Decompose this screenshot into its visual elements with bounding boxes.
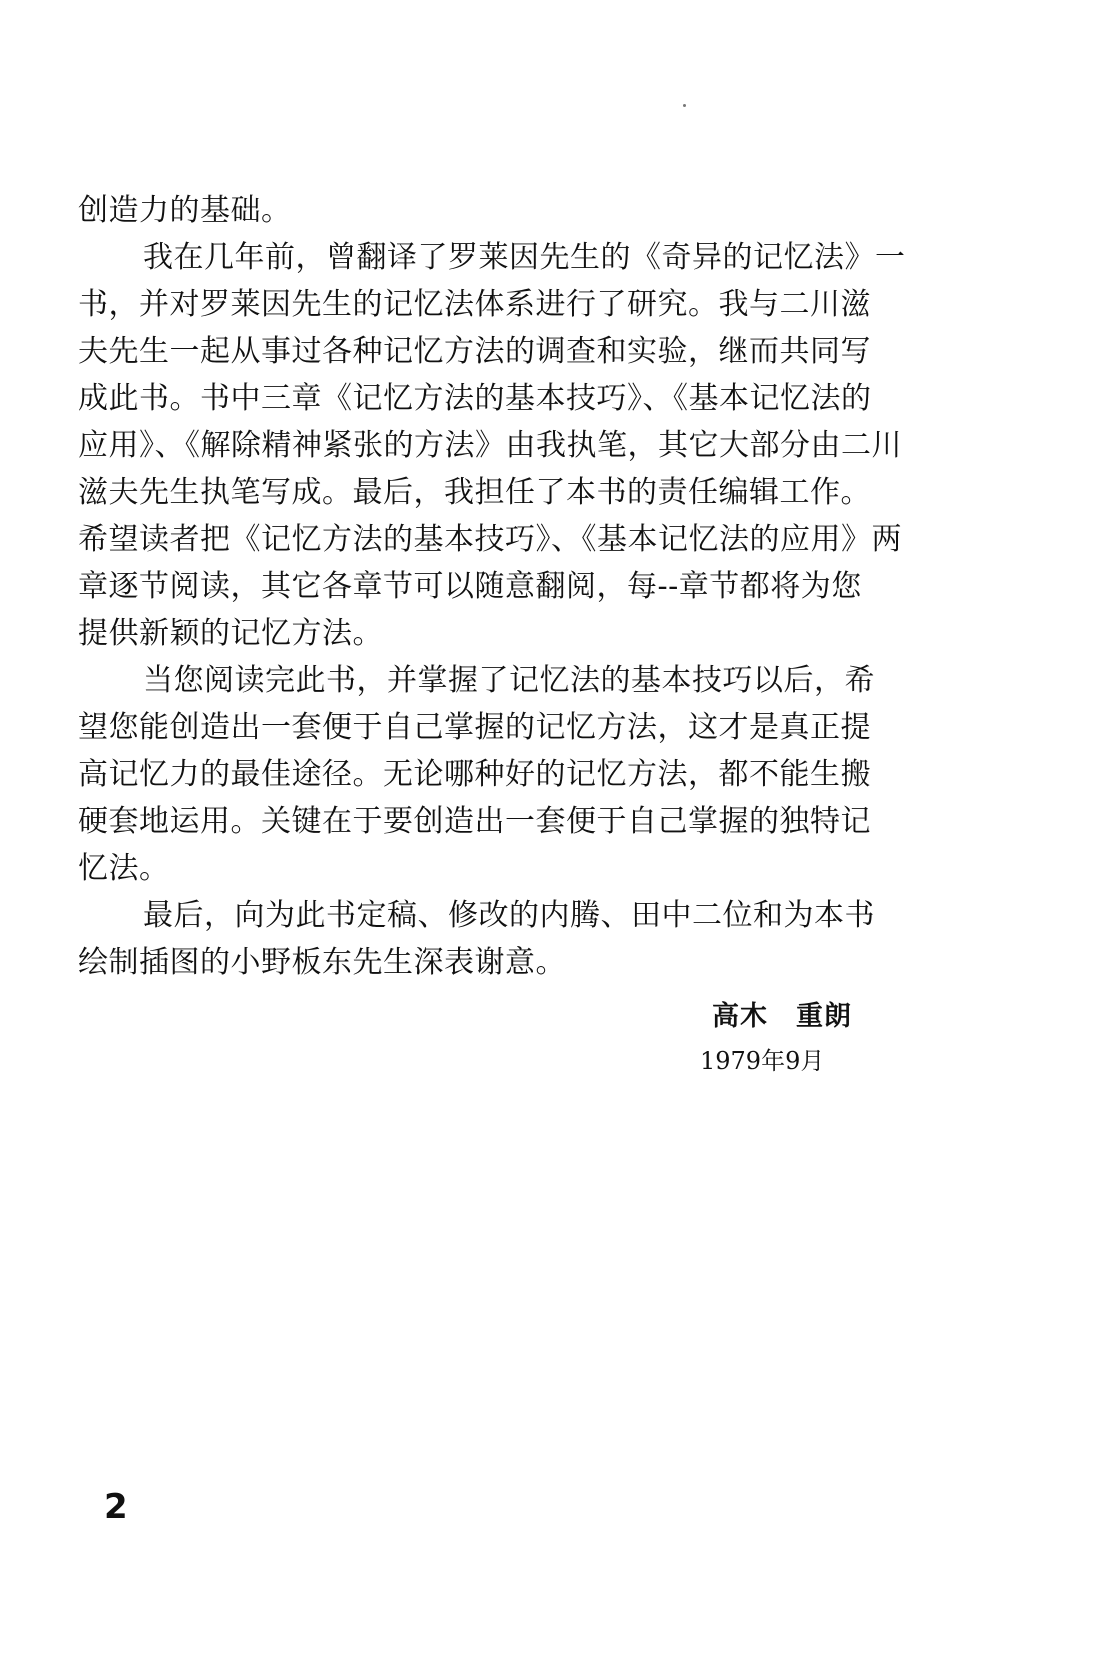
scan-speck — [683, 104, 686, 107]
body-line-2: 我在几年前，曾翻译了罗莱因先生的《奇异的记忆法》一 — [143, 240, 906, 275]
author-signature: 高木 重朗 — [712, 1001, 852, 1032]
page-number: 2 — [104, 1487, 128, 1527]
body-line-13: 高记忆力的最佳途径。无论哪种好的记忆方法，都不能生搬 — [78, 757, 871, 792]
body-line-12: 望您能创造出一套便于自己掌握的记忆方法，这才是真正提 — [78, 710, 871, 745]
body-line-4: 夫先生一起从事过各种记忆方法的调查和实验，继而共同写 — [78, 334, 871, 369]
body-line-10: 提供新颖的记忆方法。 — [78, 616, 383, 651]
body-line-17: 绘制插图的小野板东先生深表谢意。 — [78, 945, 566, 980]
body-line-1: 创造力的基础。 — [78, 193, 292, 228]
body-line-16: 最后，向为此书定稿、修改的内腾、田中二位和为本书 — [143, 898, 875, 933]
body-line-5: 成此书。书中三章《记忆方法的基本技巧》、《基本记忆法的 — [78, 381, 872, 416]
body-line-14: 硬套地运用。关键在于要创造出一套便于自己掌握的独特记 — [78, 804, 871, 839]
body-line-8: 希望读者把《记忆方法的基本技巧》、《基本记忆法的应用》两 — [78, 522, 902, 557]
signature-date: 1979年9月 — [700, 1047, 825, 1075]
body-line-3: 书，并对罗莱因先生的记忆法体系进行了研究。我与二川滋 — [78, 287, 871, 322]
body-line-11: 当您阅读完此书，并掌握了记忆法的基本技巧以后，希 — [143, 663, 875, 698]
body-line-6: 应用》、《解除精神紧张的方法》由我执笔，其它大部分由二川 — [78, 428, 902, 463]
body-line-9: 章逐节阅读，其它各章节可以随意翻阅，每--章节都将为您 — [78, 569, 862, 604]
body-line-7: 滋夫先生执笔写成。最后，我担任了本书的责任编辑工作。 — [78, 475, 871, 510]
body-line-15: 忆法。 — [78, 851, 170, 886]
